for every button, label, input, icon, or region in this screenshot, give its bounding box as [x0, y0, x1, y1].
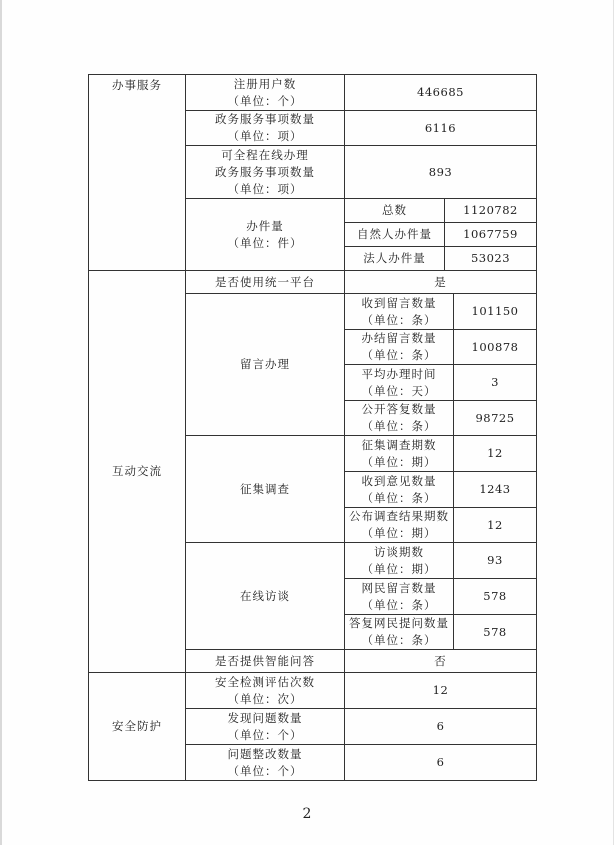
- interview-answers-label: 答复网民提问数量 （单位：条）: [344, 614, 454, 650]
- problems-found-label: 发现问题数量 （单位：个）: [185, 708, 345, 745]
- page-left-edge: [0, 0, 2, 845]
- handled-natural-label: 自然人办件量: [344, 222, 445, 247]
- unified-platform-label: 是否使用统一平台: [185, 270, 345, 294]
- problems-fixed-label: 问题整改数量 （单位：个）: [185, 744, 345, 781]
- messages-received-label: 收到留言数量 （单位：条）: [344, 293, 454, 330]
- handled-total-label: 总数: [344, 198, 445, 223]
- page-number: 2: [302, 806, 312, 822]
- unified-platform-value: 是: [344, 270, 537, 294]
- messages-public-replies-value: 98725: [453, 400, 537, 436]
- gov-items-label: 政务服务事项数量 （单位：项）: [185, 110, 345, 146]
- interview-answers-value: 578: [453, 614, 537, 650]
- section-interaction: 互动交流: [88, 270, 186, 673]
- survey-periods-value: 12: [453, 435, 537, 472]
- survey-results-value: 12: [453, 507, 537, 543]
- survey-label: 征集调查: [185, 435, 345, 543]
- messages-public-replies-label: 公开答复数量 （单位：条）: [344, 400, 454, 436]
- handled-legal-label: 法人办件量: [344, 246, 445, 271]
- smart-qa-value: 否: [344, 649, 537, 673]
- survey-periods-label: 征集调查期数 （单位：期）: [344, 435, 454, 472]
- survey-results-label: 公布调查结果期数 （单位：期）: [344, 507, 454, 543]
- messages-avg-time-value: 3: [453, 364, 537, 401]
- survey-opinions-label: 收到意见数量 （单位：条）: [344, 471, 454, 508]
- handled-natural-value: 1067759: [444, 222, 537, 247]
- interview-messages-value: 578: [453, 578, 537, 615]
- section-service: 办事服务: [88, 74, 186, 271]
- gov-items-value: 6116: [344, 110, 537, 146]
- messages-avg-time-label: 平均办理时间 （单位：天）: [344, 364, 454, 401]
- handled-total-value: 1120782: [444, 198, 537, 223]
- registered-users-label: 注册用户数 （单位：个）: [185, 74, 345, 111]
- handled-label: 办件量 （单位：件）: [185, 198, 345, 271]
- interview-messages-label: 网民留言数量 （单位：条）: [344, 578, 454, 615]
- problems-fixed-value: 6: [344, 744, 537, 781]
- security-checks-value: 12: [344, 672, 537, 709]
- problems-found-value: 6: [344, 708, 537, 745]
- interview-periods-value: 93: [453, 542, 537, 579]
- interview-periods-label: 访谈期数 （单位：期）: [344, 542, 454, 579]
- online-items-label: 可全程在线办理 政务服务事项数量 （单位：项）: [185, 145, 345, 199]
- registered-users-value: 446685: [344, 74, 537, 111]
- security-checks-label: 安全检测评估次数 （单位：次）: [185, 672, 345, 709]
- messages-received-value: 101150: [453, 293, 537, 330]
- messages-label: 留言办理: [185, 293, 345, 436]
- interview-label: 在线访谈: [185, 542, 345, 650]
- smart-qa-label: 是否提供智能问答: [185, 649, 345, 673]
- online-items-value: 893: [344, 145, 537, 199]
- survey-opinions-value: 1243: [453, 471, 537, 508]
- handled-legal-value: 53023: [444, 246, 537, 271]
- messages-resolved-label: 办结留言数量 （单位：条）: [344, 329, 454, 365]
- messages-resolved-value: 100878: [453, 329, 537, 365]
- section-security: 安全防护: [88, 672, 186, 781]
